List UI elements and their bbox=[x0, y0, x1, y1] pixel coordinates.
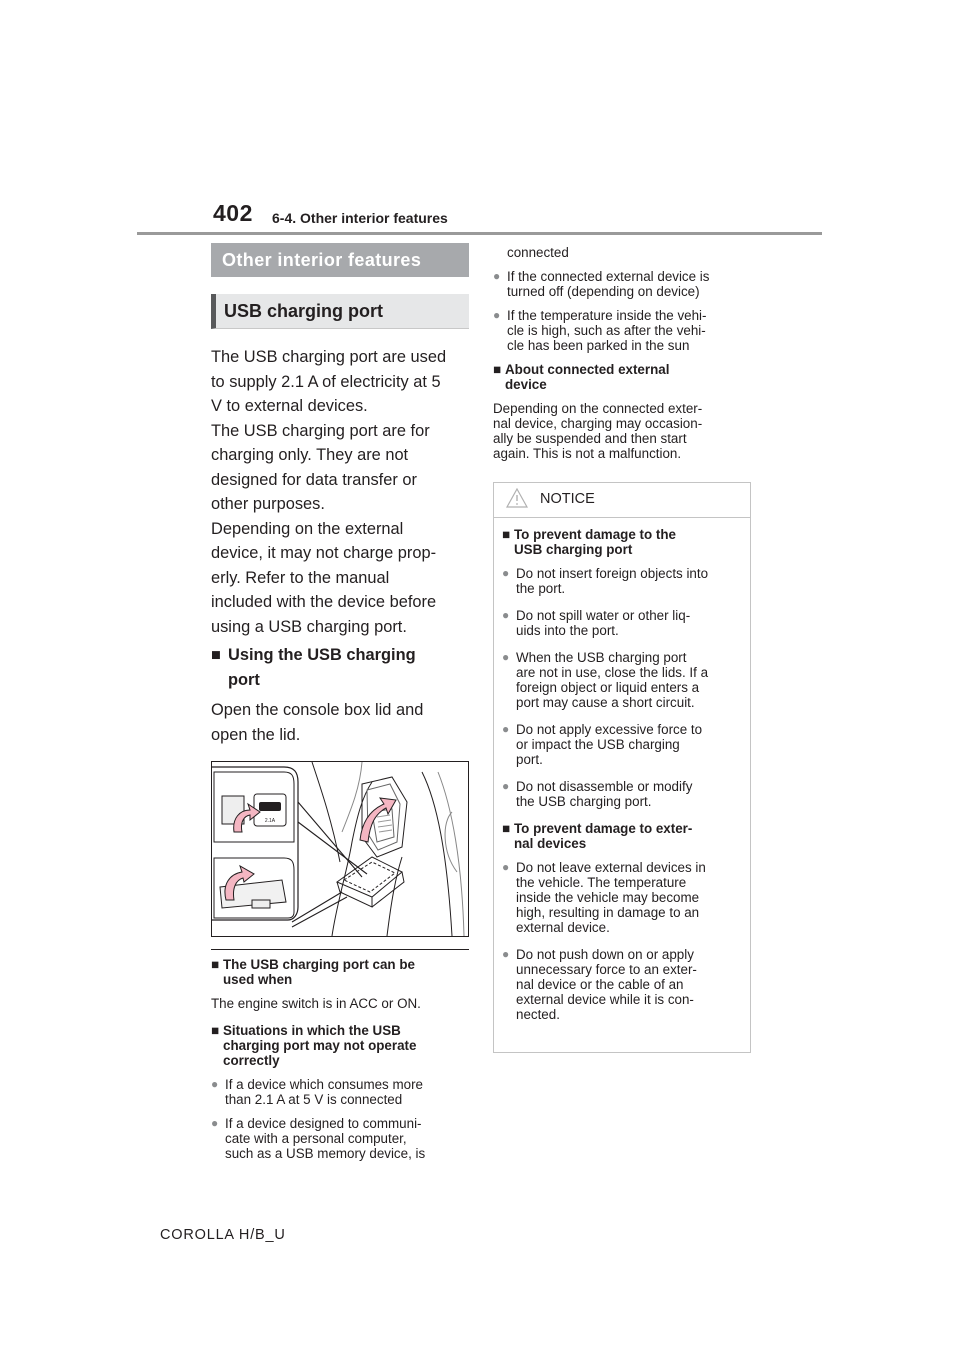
about-text: Depending on the connected exter- nal device, charging may occasion- ally be suspended and then start again. This is not a malfunction. bbox=[493, 401, 703, 461]
square-bullet-icon: ■ bbox=[211, 957, 220, 972]
about-heading: ■ About connected external device bbox=[493, 362, 670, 392]
can-be-used-heading: ■ The USB charging port can be used when bbox=[211, 957, 415, 987]
page-number: 402 bbox=[213, 200, 253, 226]
list-item: ● If the temperature inside the vehi- cle is high, such as after the vehi- cle has been parked in the sun bbox=[493, 308, 707, 353]
bullet-dot-icon: ● bbox=[502, 947, 510, 961]
bullet-dot-icon: ● bbox=[502, 650, 510, 664]
square-bullet-icon: ■ bbox=[493, 362, 502, 377]
list-item: ● When the USB charging port are not in use, close the lids. If a foreign object or liquid enters a port may cause a short circuit. bbox=[502, 650, 709, 710]
list-item: ● Do not insert foreign objects into the port. bbox=[502, 566, 709, 596]
bullet-dot-icon: ● bbox=[502, 608, 510, 622]
list-item: ● If the connected external device is turned off (depending on device) bbox=[493, 269, 710, 299]
notice-label: NOTICE bbox=[540, 491, 595, 507]
intro-paragraph: The USB charging port are used to supply 2.1 A of electricity at 5 V to external devices. The USB charging port are for charging only. They are not designed for data transfer or other purposes. Depending on the external device, it may not charge prop- erly. Refer to the manual included with the device before using a USB charging port. bbox=[211, 348, 447, 636]
using-text-line: Open the console box lid and bbox=[211, 701, 424, 719]
list-item: ● Do not disassemble or modify the USB charging port. bbox=[502, 779, 693, 809]
notice-header bbox=[494, 483, 750, 518]
list-item: ● If a device designed to communi- cate with a personal computer, such as a USB memory device, is bbox=[211, 1116, 426, 1161]
can-be-used-text: The engine switch is in ACC or ON. bbox=[211, 996, 421, 1011]
list-item: ● Do not leave external devices in the vehicle. The temperature inside the vehicle may become high, resulting in damage to an external device. bbox=[502, 860, 706, 935]
situations-heading: ■ Situations in which the USB charging port may not operate correctly bbox=[211, 1023, 417, 1068]
using-text-line: open the lid. bbox=[211, 725, 301, 744]
square-bullet-icon: ■ bbox=[502, 821, 511, 836]
list-item: ● Do not push down on or apply unnecessary force to an exter- nal device or the cable of an external device while it is con- nected. bbox=[502, 947, 697, 1022]
square-bullet-icon: ■ bbox=[502, 527, 511, 542]
notice-heading: ■ To prevent damage to the USB charging port bbox=[502, 527, 676, 557]
console-usb-illustration bbox=[211, 761, 469, 937]
right-column bbox=[493, 243, 751, 461]
bullet-dot-icon: ● bbox=[502, 566, 510, 580]
notice-box bbox=[493, 482, 751, 1053]
console-illustration-svg bbox=[212, 762, 469, 936]
list-item: ● If a device which consumes more than 2.1 A at 5 V is connected bbox=[211, 1077, 423, 1107]
sub-title: USB charging port bbox=[211, 294, 469, 329]
bullet-dot-icon: ● bbox=[211, 1077, 219, 1091]
list-item: ● Do not apply excessive force to or impact the USB charging port. bbox=[502, 722, 703, 767]
bullet-dot-icon: ● bbox=[211, 1116, 219, 1130]
warning-triangle-icon bbox=[506, 488, 528, 508]
svg-text:2.1A: 2.1A bbox=[264, 818, 276, 824]
footer-model: COROLLA H/B_U bbox=[160, 1227, 286, 1243]
section-header: 6-4. Other interior features bbox=[272, 210, 448, 226]
using-heading: ■ Using the USB charging port bbox=[211, 643, 469, 692]
continued-text: connected bbox=[507, 245, 569, 260]
notice-heading: ■ To prevent damage to exter- nal devices bbox=[502, 821, 693, 851]
bullet-dot-icon: ● bbox=[493, 269, 501, 283]
section-title: Other interior features bbox=[211, 243, 469, 277]
bullet-dot-icon: ● bbox=[502, 860, 510, 874]
bullet-dot-icon: ● bbox=[493, 308, 501, 322]
bullet-dot-icon: ● bbox=[502, 722, 510, 736]
bullet-dot-icon: ● bbox=[502, 779, 510, 793]
left-column bbox=[211, 243, 469, 1161]
square-bullet-icon: ■ bbox=[211, 646, 221, 664]
list-item: ● Do not spill water or other liq- uids into the port. bbox=[502, 608, 691, 638]
header-rule bbox=[137, 232, 822, 235]
square-bullet-icon: ■ bbox=[211, 1023, 220, 1038]
